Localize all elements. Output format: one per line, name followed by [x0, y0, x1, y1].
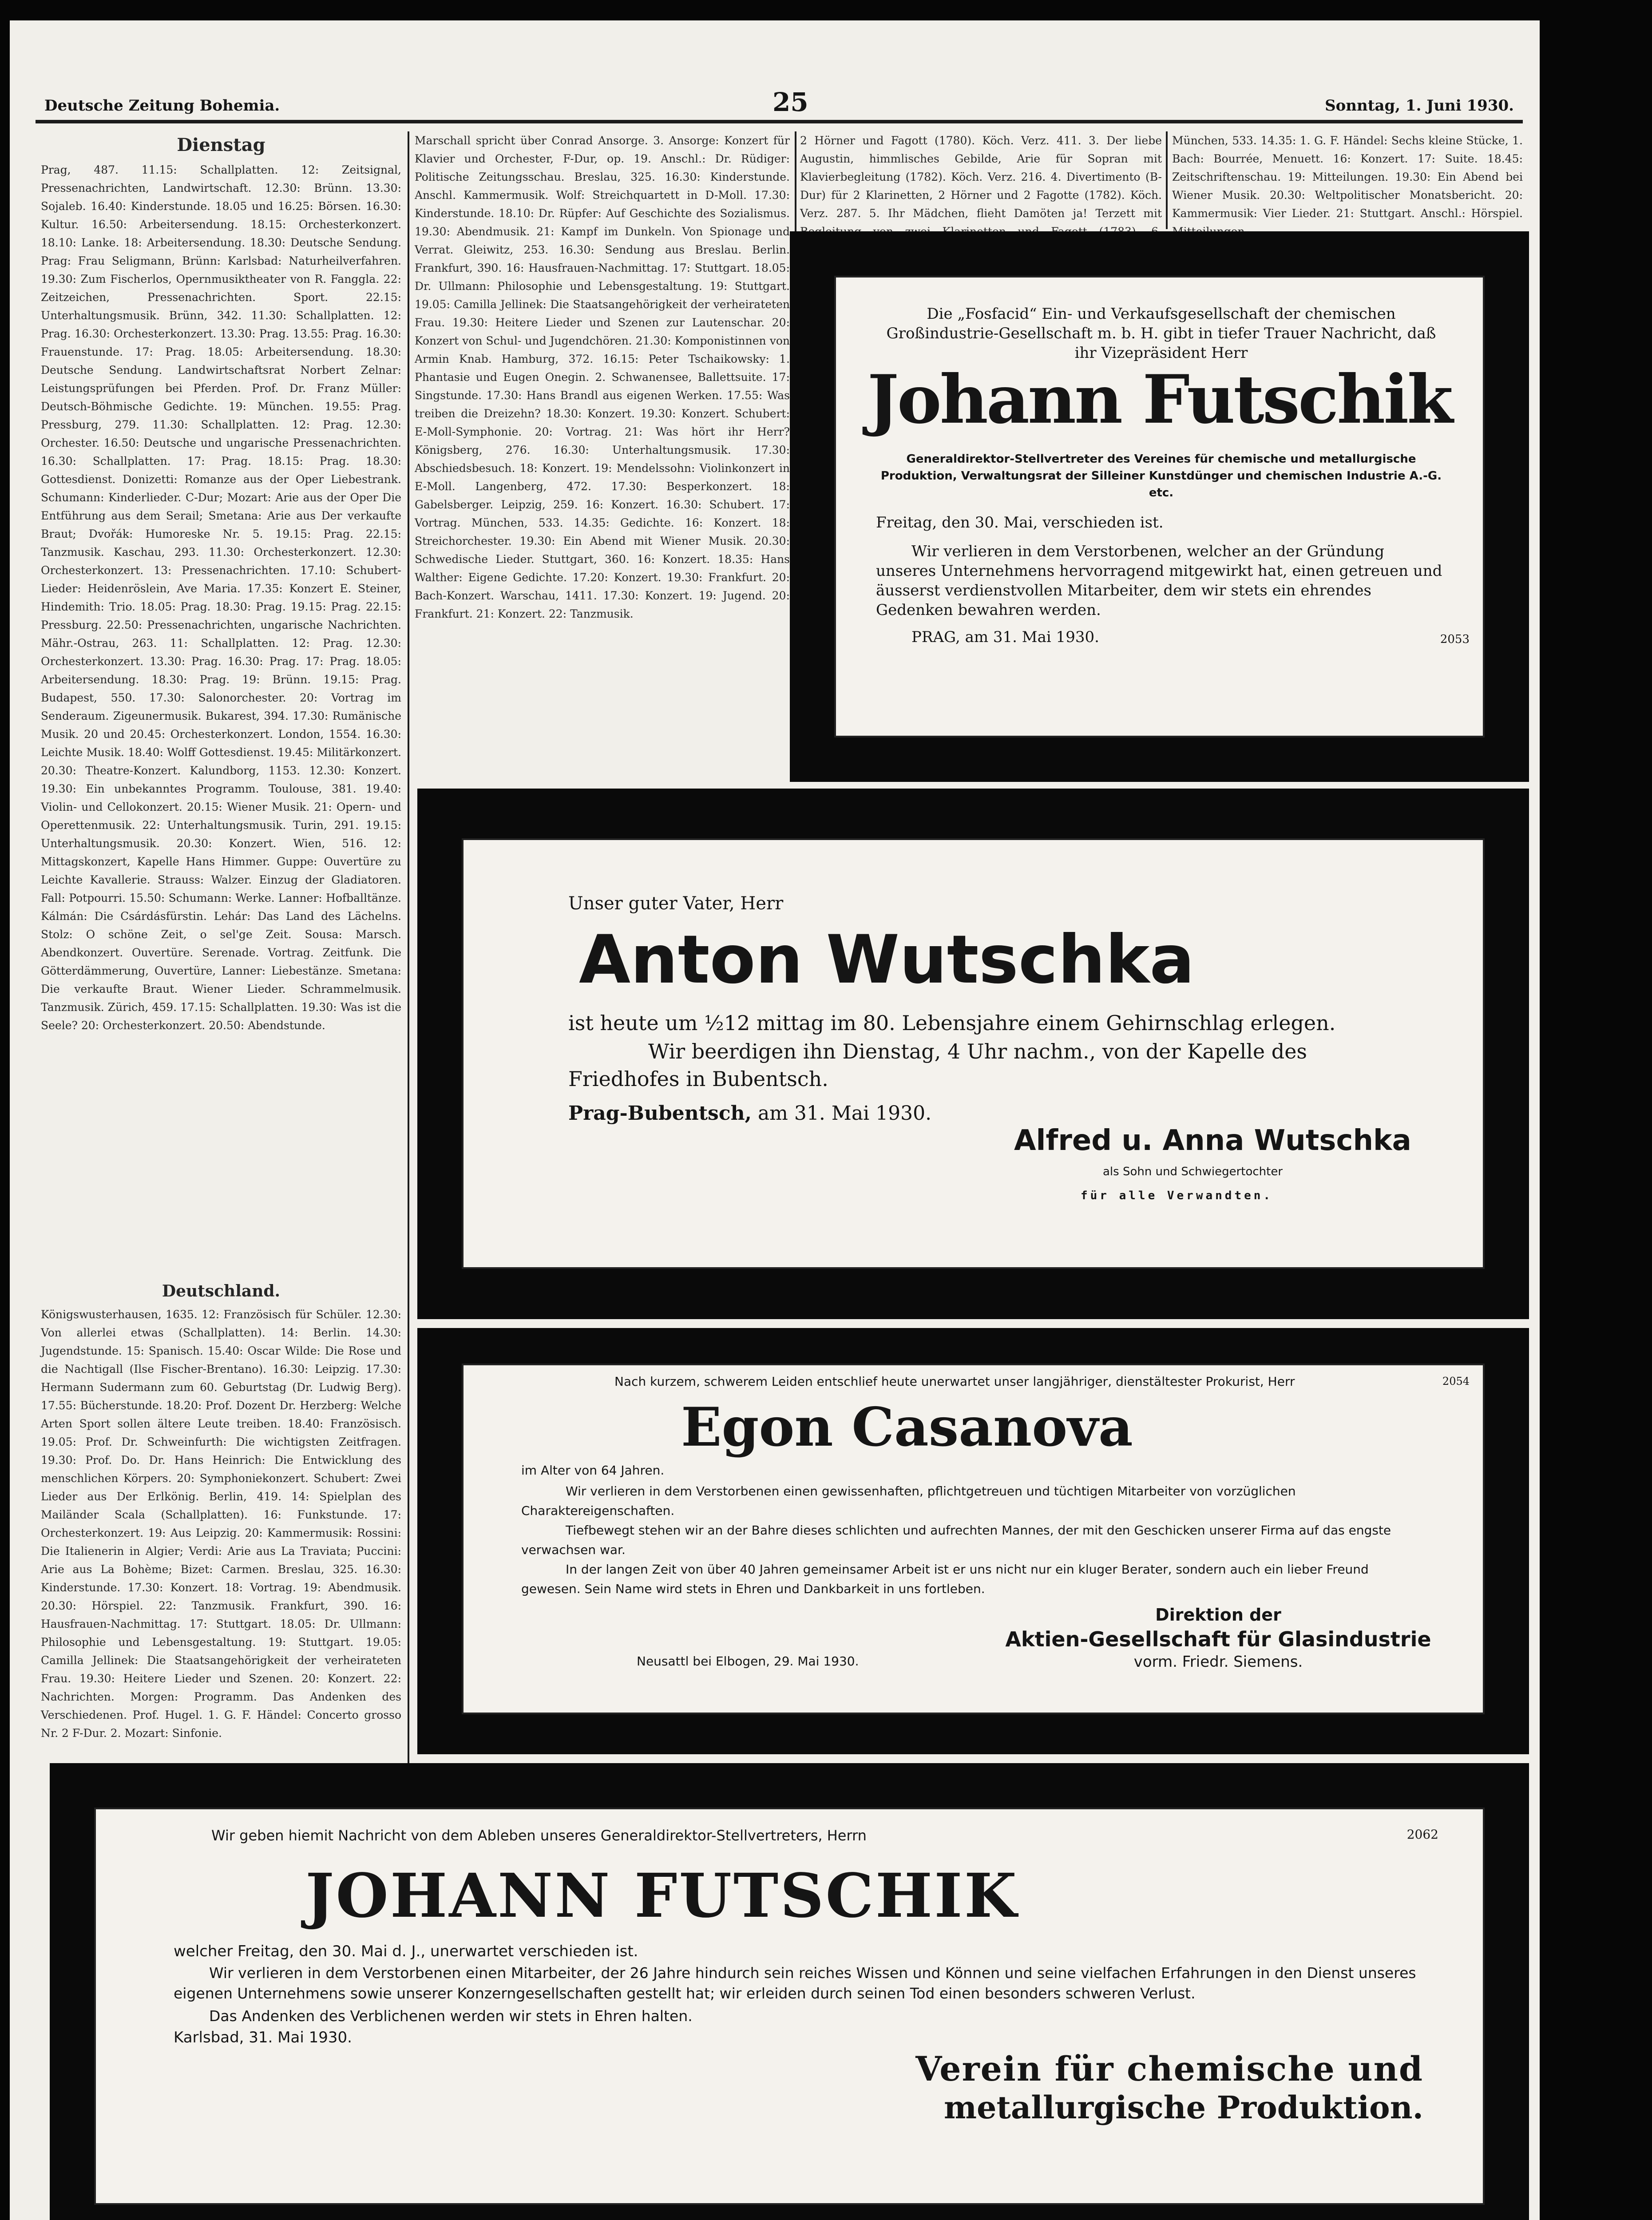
- heading-dienstag: Dienstag: [177, 135, 265, 155]
- obituary-verein: [50, 1763, 1529, 2220]
- obituary-number: 2054: [1442, 1375, 1470, 1388]
- obituary-intro: Wir geben hiemit Nachricht von dem Ableben unseres Generaldirektor-Stellvertreters, Herrn: [211, 1827, 867, 1844]
- obituary-place: [568, 1102, 931, 1125]
- obituary-line: ist heute um ½12 mittag im 80. Lebensjahre einem Gehirnschlag erlegen.: [568, 1011, 1336, 1035]
- radio-column-2: [415, 131, 790, 771]
- radio-program-text: München, 533. 14.35: 1. G. F. Händel: Sechs kleine Stücke, 1. Bach: Bourrée, Menuett. 16: Konzert. 17: Suite. 18.45: Zeitschriftenschau. 19: Mitteilungen. 19.30: Ein Abend bei Wiener Musik. 20.30: Weltpolitischer Monatsbericht. 20: Kammermusik: Vier Lieder. 21: Stuttgart. Anschl.: Hörspiel.: [1172, 134, 1523, 220]
- obituary-titles: Generaldirektor-Stellvertreter des Vereines für chemische und metallurgische Produktion, Verwaltungsrat der Silleiner Kunstdünger und chemischen Industrie A.-G. etc.: [880, 452, 1442, 500]
- radio-program-text: Prag, 487. 11.15: Schallplatten. 12: Zeitsignal, Pressenachrichten, Landwirtschaft. 12.30: Brünn. 13.30: Sojaleb. 16.40: Kinderstunde. 18.05 und 16.25: Börsen. 16.30: Kultur. 16.50: Arbeitersendung. 18.15: Orchesterkonzert. 18.10: Lanke. 18: Arbeitersendung. 18.30: Deutsche Sendung. Prag: Frau Seligmann, Brünn: Karlsbad: Naturheilverfahren. 19.30: Zum Fischerlos, Opernmusiktheater von R. Fanggla. 22: Zeitzeichen, Pressenachrichten. Sport. 22.15: Unterhaltungsmusik. Brünn, 342. 11.30: Schallplatten. 12: Prag. 16.30: Orchesterkonzert. 13.30: Prag. 13.55: Prag. 16.30: Frauenstunde. 17: Prag. 18.05: Arbeitersendung. 18.30: Deutsche Sendung. Landwirtschaftsrat Norbert Zelnar: Leistungsprüfungen bei Pferden. Prof. Dr. Franz Müller: Deutsch-Böhmische Gedichte. 19: München. 19.55: Prag. Pressburg, 279. 11.30: Schallplatten. 12: Prag. 12.30: Orchester. 16.50: Deutsche und ungarische Pressenachrichten. 16.30: Schallplatten. 17: Prag. 18.15: Prag. 18.30: Gottesdienst. Donizetti: Romanze aus der Oper Liebestrank. Schumann: Kinderlieder. C-Dur; Mozart: Arie aus der Oper Die Entführung aus dem Serail; Smetana: Arie aus Der verkaufte Braut; Dvořák: Humoreske Nr. 5. 19.15: Prag. 22.15: Tanzmusik. Kaschau, 293. 11.30: Orchesterkonzert. 12.30: Orchesterkonzert. 13: Pressenachrichten. 17.10: Schubert-Lieder: Heidenröslein, Ave Maria. 17.35: Konzert E. Steiner, Hindemith: Trio. 18.05: Prag. 18.30: Prag. 19.15: Prag. 22.15: Pressburg. 22.50: Pressenachrichten, ungarische Nachrichten. Mähr.-Ostrau, 263. 11: Schallplatten. 12: Prag. 12.30: Orchesterkonzert. 13.30: Prag. 16.30: Prag. 17: Prag. 18.05: Arbeitersendung. 18.30: Prag. 19: Brünn. 19.15: Prag. Budapest, 550. 17.30: Salonorchester. 20: Vortrag im Senderaum. Zigeunermusik. Bukarest, 394. 17.30: Rumänische Musik. 20 und 20.45: Orchesterkonzert. London, 1554. 16.30: Leichte Musik. 18.40: Wolff Gottesdienst. 19.45: Militärkonzert. 20.30: Theatre-Konzert. Kalundborg, 1153. 12.30: Konzert. 19.30: Ein unbekanntes Programm. Toulouse, 381. 19.40: Violin- und Cellokonzert. 20.15: Wiener Musik. 21: Opern- und Operettenmusik. 22: Unterhaltungsmusik. Turin, 291. 19.15: Unterhaltungsmusik. 20.30: Konzert. Wien, 516. 12: Mittagskonzert, Kapelle Hans Himmer. Guppe: Ouvertüre zu Leichte Kavallerie. Strauss: Walzer. Einzug der Gladiatoren. Fall: Potpourri. 15.50: Schumann: Werke. Lanner: Hofballtänze. Kálmán: Die Csárdásfürstin. Lehár: Das Land des Lächelns. Stolz: O schöne Zeit, o sel'ge Zeit. Sousa: Marsch. Abendkonzert. Ouvertüre. Serenade. Vortrag. Zeitfunk. Die Götterdämmerung, Ouvertüre, Lanner: Liebestänze. Smetana: Die verkaufte Braut. Wiener Lieder. Schrammelmusik. Tanzmusik. Zürich, 459. 17.15: Schallplatten. 19.30: Was ist die Seele? 20: Orchesterkonzert. 20.50: Abendstunde.: [41, 163, 401, 1032]
- page-header: [36, 87, 1523, 123]
- obituary-place: PRAG, am 31. Mai 1930.: [911, 628, 1099, 646]
- radio-program-text: Marschall spricht über Conrad Ansorge. 3. Ansorge: Konzert für Klavier und Orchester, F-Dur, op. 19. Anschl.: Dr. Rüdiger: Politische Zeitungsschau. Breslau, 325. 16.30: Kinderstunde. Anschl. Kammermusik. Wolf: Streichquartett in D-Moll. 17.30: Kinderstunde. 18.10: Dr. Rüpfer: Auf Geschichte des Sozialismus. 19.30: Abendmusik. 21: Kampf im Dunkeln. Von Spionage und Verrat. Gleiwitz, 253. 16.30: Sendung aus Breslau. Berlin. Frankfurt, 390. 16: Hausfrauen-Nachmittag. 17: Stuttgart. 18.05: Dr. Ullmann: Philosophie und Lebensgestaltung. 19: Stuttgart. 19.05: Camilla Jellinek: Die Staatsangehörigkeit der verheirateten Frau. 19.30: Heitere Lieder und Szenen zur Lautenschar. 20: Konzert von Schul- und Jugendchören. 21.30: Komponistinnen von Armin Knab. Hamburg, 372. 16.15: Peter Tschaikowsky: 1. Phantasie und Eugen Onegin. 2. Schwanensee, Ballettsuite. 17: Singstunde. 17.30: Hans Brandl aus eigenen Werken. 17.55: Was treiben die Dreizehn? 18.30: Konzert. 19.30: Konzert. Schubert: E-Moll-Symphonie. 20: Vortrag. 21: Was hört ihr Herr? Königsberg, 276. 16.30: Unterhaltungsmusik. 17.30: Abschiedsbesuch. 18: Konzert. 19: Mendelssohn: Violinkonzert in E-Moll. Langenberg, 472. 17.30: Besperkonzert. 18: Gabelsberger. Leipzig, 259. 16: Konzert. 16.30: Schubert. 17: Vortrag. München, 533. 14.35: Gedichte. 16: Konzert. 18: Streichorchester. 19.30: Ein Abend mit Wiener Musik. 20.30: Schwedische Lieder. Stuttgart, 360. 16: Konzert. 18.35: Hans Walther: Eigene Gedichte. 17.20: Konzert. 19.30: Frankfurt. 20: Bach-Konzert. Warschau, 1411. 17.30: Konzert. 19: Jugend. 20: Frankfurt. 21: Konzert. 22: Tanzmusik.: [415, 134, 790, 620]
- obituary-signers: Alfred u. Anna Wutschka: [1014, 1124, 1411, 1157]
- obituary-wutschka: [417, 789, 1529, 1319]
- obituary-place-name: Prag-Bubentsch,: [568, 1102, 752, 1125]
- obituary-signer: Aktien-Gesellschaft für Glasindustrie: [1005, 1627, 1431, 1651]
- obituary-name: Johann Futschik: [867, 361, 1452, 439]
- obituary-signer: vorm. Friedr. Siemens.: [1133, 1653, 1303, 1671]
- obituary-signer: metallurgische Produktion.: [943, 2089, 1423, 2126]
- column-divider: [1166, 131, 1168, 229]
- newspaper-title: Deutsche Zeitung Bohemia.: [44, 97, 280, 115]
- obituary-date: Freitag, den 30. Mai, verschieden ist.: [876, 514, 1164, 531]
- obituary-place-date: am 31. Mai 1930.: [757, 1102, 932, 1125]
- obituary-casanova: [417, 1328, 1529, 1754]
- obituary-body: Wir verlieren in dem Verstorbenen einen gewissenhaften, pflichtgetreuen und tüchtigen Mitarbeiter von vorzüglichen Charaktereigenschaften.: [521, 1484, 1296, 1518]
- radio-program-text: Königswusterhausen, 1635. 12: Französisch für Schüler. 12.30: Von allerlei etwas (Schallplatten). 14: Berlin. 14.30: Jugendstunde. 15: Spanisch. 15.40: Oscar Wilde: Die Rose und die Nachtigall (Ilse Fischer-Brentano). 16.30: Leipzig. 17.30: Hermann Sudermann zum 60. Geburtstag (Dr. Ludwig Berg). 17.55: Bücherstunde. 18.20: Prof. Dozent Dr. Herzberg: Welche Arten Sport sollen ältere Leute treiben. 18.40: Französisch. 19.05: Prof. Dr. Schweinfurth: Die wichtigsten Zeitfragen. 19.30: Prof. Do. Dr. Hans Heinrich: Die Entwicklung des menschlichen Körpers. 20: Symphoniekonzert. Schubert: Zwei Lieder aus Der Erlkönig. Berlin, 419. 14: Spielplan des Mailänder Scala (Schallplatten). 16: Funkstunde. 17: Orchesterkonzert. 19: Aus Leipzig. 20: Kammermusik: Rossini: Die Italienerin in Algier; Verdi: Arie aus La Traviata; Puccini: Arie aus La Bohème; Bizet: Carmen. Breslau, 325. 16.30: Kinderstunde. 17.30: Konzert. 18: Vortrag. 19: Abendmusik. 20.30: Hörspiel. 22: Tanzmusik. Frankfurt, 390. 16: Hausfrauen-Nachmittag. 17: Stuttgart. 18.05: Dr. Ullmann: Philosophie und Lebensgestaltung. 19: Stuttgart. 19.05: Camilla Jellinek: Die Staatsangehörigkeit der verheirateten Frau. 19.30: Heitere Lieder und Szenen. 20: Konzert. 22: Nachrichten. Morgen: Programm. Das Andenken des Verschiedenen. Prof. Hugel. 1. G. F. Händel: Concerto grosso Nr. 2 F-Dur. 2. Mozart: Sinfonie.: [41, 1308, 401, 1740]
- obituary-date: welcher Freitag, den 30. Mai d. J., unerwartet verschieden ist.: [174, 1942, 638, 1960]
- obituary-signer: Direktion der: [1155, 1605, 1281, 1625]
- radio-program-text: 2 Hörner und Fagott (1780). Köch. Verz. 411. 3. Der liebe Augustin, himmlisches Gebilde, Arie für Sopran mit Klavierbegleitung (1782). Köch. Verz. 216. 4. Divertimento (B-Dur) für 2 Klarinetten, 2 Hörner und 2 Fagotte (1782). Köch. Verz. 287. 5. Ihr Mädchen, flieht Damöten ja! Terzett mit: [800, 134, 1162, 220]
- obituary-age: im Alter von 64 Jahren.: [521, 1463, 665, 1478]
- radio-column-4: [1172, 131, 1523, 229]
- newspaper-page: [10, 20, 1540, 2220]
- obituary-family: für alle Verwandten.: [1081, 1189, 1273, 1202]
- obituary-signer: Verein für chemische und: [915, 2049, 1423, 2089]
- obituary-place: Karlsbad, 31. Mai 1930.: [174, 2029, 352, 2046]
- obituary-intro: Nach kurzem, schwerem Leiden entschlief heute unerwartet unser langjähriger, dienstältester Prokurist, Herr: [614, 1374, 1295, 1389]
- obituary-place: Neusattl bei Elbogen, 29. Mai 1930.: [637, 1654, 859, 1669]
- heading-deutschland: Deutschland.: [162, 1282, 281, 1300]
- obituary-signers-role: als Sohn und Schwiegertochter: [1103, 1165, 1283, 1178]
- obituary-line: Wir beerdigen ihn Dienstag, 4 Uhr nachm., von der Kapelle des Friedhofes in Bubentsch.: [568, 1039, 1307, 1091]
- obituary-intro: Die „Fosfacid“ Ein- und Verkaufsgesellschaft der chemischen Großindustrie-Gesellschaft m. b. H. gibt in tiefer Trauer Nachricht, daß ihr Vizepräsident Herr: [886, 305, 1436, 362]
- obituary-remembrance: Das Andenken des Verblichenen werden wir stets in Ehren halten.: [209, 2007, 693, 2025]
- page-number: 25: [773, 87, 808, 117]
- obituary-name: Egon Casanova: [681, 1396, 1133, 1459]
- obituary-intro: Unser guter Vater, Herr: [568, 893, 784, 914]
- obituary-number: 2053: [1440, 633, 1470, 646]
- obituary-body: Wir verlieren in dem Verstorbenen, welcher an der Gründung unseres Unternehmens hervorragend mitgewirkt hat, einen getreuen und äusserst verdienstvollen Mitarbeiter, dem wir stets ein ehrendes Gedenken bewahren werden.: [876, 543, 1442, 619]
- issue-date: Sonntag, 1. Juni 1930.: [1325, 97, 1514, 115]
- header-rule: [36, 120, 1523, 123]
- obituary-name: Anton Wutschka: [579, 921, 1195, 999]
- obituary-body: Tiefbewegt stehen wir an der Bahre dieses schlichten und aufrechten Mannes, der mit den Geschicken unserer Firma auf das engste verwachsen war.: [521, 1523, 1391, 1557]
- obituary-number: 2062: [1406, 1827, 1438, 1842]
- radio-column-1: [41, 131, 401, 1268]
- obituary-body: In der langen Zeit von über 40 Jahren gemeinsamer Arbeit ist er uns nicht nur ein kluger Berater, sondern auch ein lieber Freund gewesen. Sein Name wird stets in Ehren und Dankbarkeit in uns fortleben.: [521, 1562, 1369, 1596]
- obituary-body: Wir verlieren in dem Verstorbenen einen Mitarbeiter, der 26 Jahre hindurch sein reiches Wissen und Können und seine vielfachen Erfahrungen in den Dienst unseres eigenen Unternehmens sowie unserer Konzerngesellschaften gestellt hat; wir erleiden durch seinen Tod einen besonders schweren Verlust.: [174, 1964, 1416, 2002]
- radio-column-3: [800, 131, 1162, 229]
- obituary-fosfacid: [790, 231, 1529, 782]
- obituary-name: JOHANN FUTSCHIK: [305, 1860, 1018, 1931]
